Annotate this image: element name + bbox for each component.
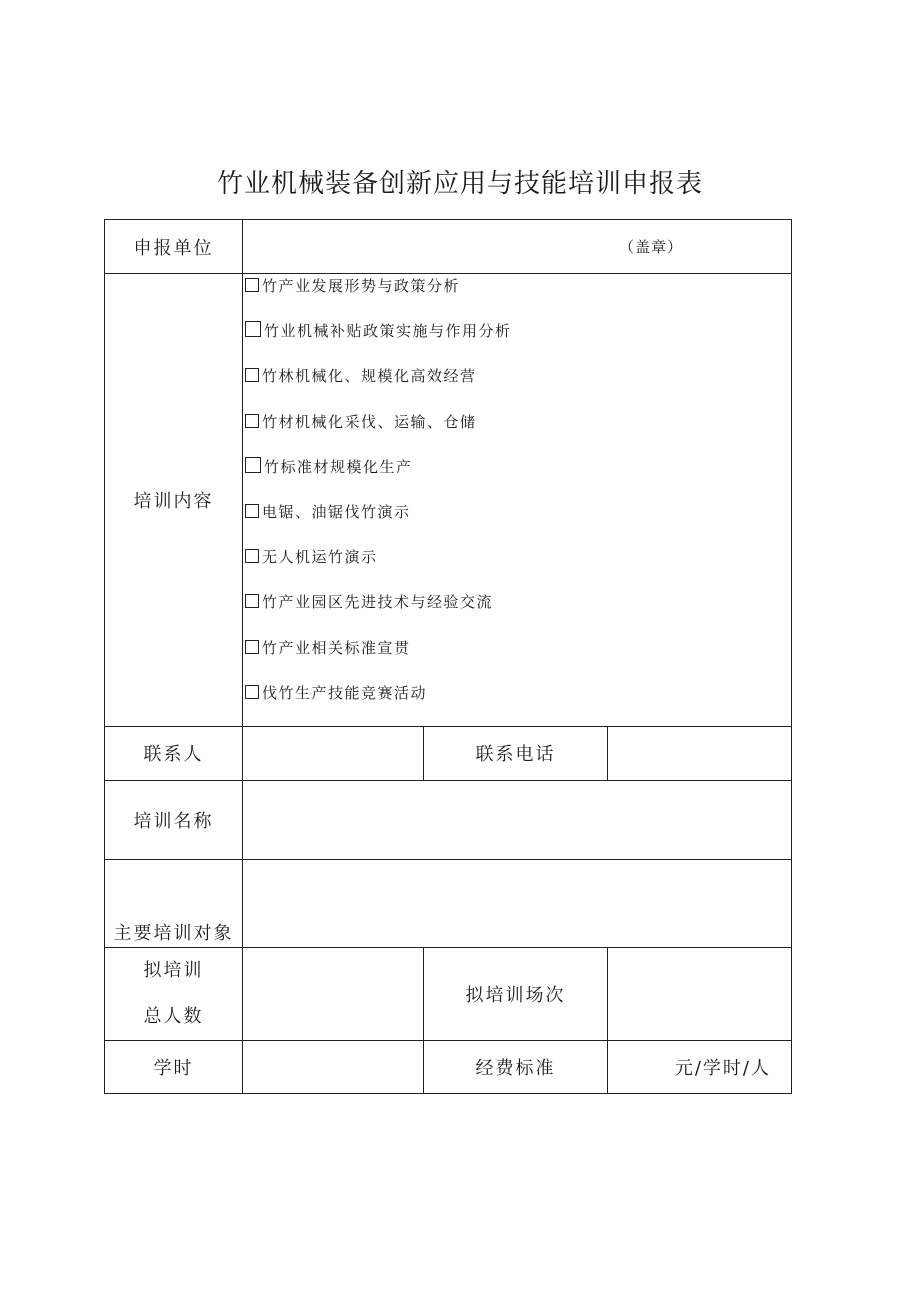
training-option[interactable] [243, 274, 791, 319]
checkbox-icon[interactable] [245, 594, 259, 608]
row-target-audience [105, 859, 792, 947]
contact-field[interactable] [243, 726, 424, 780]
training-option-label: 电锯、油锯伐竹演示 [262, 502, 411, 521]
phone-field[interactable] [608, 726, 792, 780]
applicant-label: 申报单位 [105, 220, 243, 274]
page-title: 竹业机械装备创新应用与技能培训申报表 [216, 169, 703, 199]
training-option[interactable] [243, 410, 791, 455]
training-name-label: 培训名称 [105, 780, 243, 859]
planned-sessions-label: 拟培训场次 [424, 947, 608, 1040]
target-audience-field[interactable] [243, 859, 792, 947]
fee-standard-field[interactable] [608, 1040, 792, 1093]
row-contact [105, 726, 792, 780]
checkbox-icon[interactable] [245, 278, 259, 292]
planned-total-label-line2: 总人数 [143, 1005, 204, 1027]
training-option-label: 竹林机械化、规模化高效经营 [262, 367, 477, 386]
application-form-table [104, 219, 792, 1094]
contact-label: 联系人 [105, 726, 243, 780]
fee-unit: 元/学时/人 [674, 1057, 771, 1079]
checkbox-icon[interactable] [245, 685, 259, 699]
hours-label: 学时 [105, 1040, 243, 1093]
row-training-content [105, 274, 792, 727]
planned-sessions-field[interactable] [608, 947, 792, 1040]
checkbox-icon[interactable] [245, 457, 261, 473]
planned-total-label [105, 947, 243, 1040]
checkbox-icon[interactable] [245, 321, 261, 337]
training-option-label: 竹业机械补贴政策实施与作用分析 [264, 322, 512, 341]
applicant-field[interactable] [243, 220, 792, 274]
checkbox-icon[interactable] [245, 414, 259, 428]
phone-label: 联系电话 [424, 726, 608, 780]
training-name-field[interactable] [243, 780, 792, 859]
target-audience-label: 主要培训对象 [105, 859, 243, 947]
checkbox-icon[interactable] [245, 504, 259, 518]
checkbox-icon[interactable] [245, 640, 259, 654]
row-planned [105, 947, 792, 1040]
row-training-name [105, 780, 792, 859]
training-option[interactable] [243, 455, 791, 500]
training-option[interactable] [243, 364, 791, 409]
hours-field[interactable] [243, 1040, 424, 1093]
training-option[interactable] [243, 590, 791, 635]
training-option-label: 竹产业园区先进技术与经验交流 [262, 593, 494, 612]
training-option-label: 无人机运竹演示 [262, 548, 378, 567]
training-option[interactable] [243, 636, 791, 681]
training-option[interactable] [243, 500, 791, 545]
seal-note: （盖章） [618, 238, 683, 256]
training-option-label: 竹产业相关标准宣贯 [262, 638, 411, 657]
fee-standard-label: 经费标准 [424, 1040, 608, 1093]
checkbox-icon[interactable] [245, 368, 259, 382]
planned-total-field[interactable] [243, 947, 424, 1040]
checkbox-icon[interactable] [245, 549, 259, 563]
training-option-label: 伐竹生产技能竞赛活动 [262, 683, 428, 702]
training-content-label: 培训内容 [105, 274, 243, 727]
training-option[interactable] [243, 319, 791, 364]
training-option-label: 竹标准材规模化生产 [264, 457, 413, 476]
row-hours-fee [105, 1040, 792, 1093]
training-option[interactable] [243, 681, 791, 726]
training-option[interactable] [243, 545, 791, 590]
training-option-label: 竹材机械化采伐、运输、仓储 [262, 412, 477, 431]
planned-total-label-line1: 拟培训 [143, 959, 204, 981]
row-applicant [105, 220, 792, 274]
training-content-options [243, 274, 792, 727]
training-option-label: 竹产业发展形势与政策分析 [262, 277, 461, 295]
